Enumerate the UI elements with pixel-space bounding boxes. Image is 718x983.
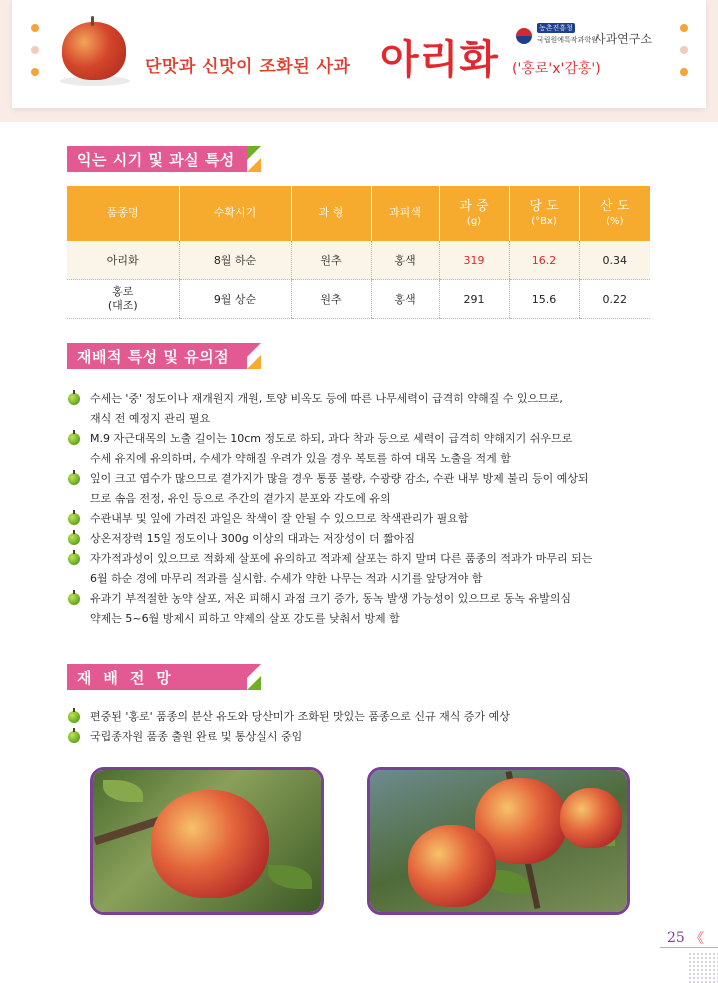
- decor-dot: [31, 46, 39, 54]
- list-item: 잎이 크고 엽수가 많으므로 곁가지가 많을 경우 통풍 불량, 수광량 감소, 수관 내부 방제 불리 등이 예상되 므로 솎음 전정, 유인 등으로 주간의 곁가지 분포와 각도에 유의: [68, 469, 665, 509]
- cell-skin-color: 홍색: [371, 280, 439, 319]
- list-item: 자가적과성이 있으므로 적화제 살포에 유의하고 적과제 살포는 하지 말며 다른 품종의 적과가 마무리 되는 6월 하순 경에 마무리 적과를 실시함. 수세가 약한 나무는 적과 시기를 앞당겨야 함: [68, 549, 665, 589]
- green-apple-bullet-icon: [68, 393, 80, 405]
- government-emblem-icon: [516, 28, 532, 44]
- list-item: 편중된 '홍로' 품종의 분산 유도와 당산미가 조화된 맛있는 품종으로 신규 재식 증가 예상: [68, 707, 665, 727]
- list-item: 상온저장력 15일 정도이나 300g 이상의 대과는 저장성이 더 짧아짐: [68, 529, 665, 549]
- decor-dot: [680, 68, 688, 76]
- table-header-row: [67, 186, 650, 241]
- cell-weight: 319: [439, 241, 509, 280]
- cell-sugar: 15.6: [509, 280, 579, 319]
- decor-dot: [31, 24, 39, 32]
- section-title-characteristics: [67, 146, 263, 172]
- cell-acidity: 0.34: [579, 241, 650, 280]
- cell-shape: 원추: [291, 280, 371, 319]
- green-apple-bullet-icon: [68, 711, 80, 723]
- list-item: 수세는 '중' 정도이나 재개원지 개원, 토양 비옥도 등에 따른 나무세력이 급격히 약해질 수 있으므로, 재식 전 예정지 관리 필요: [68, 389, 665, 429]
- list-item: 국립종자원 품종 출원 완료 및 통상실시 중임: [68, 727, 665, 747]
- cell-weight: 291: [439, 280, 509, 319]
- fruit-characteristics-table: [67, 186, 650, 319]
- cell-sugar: 16.2: [509, 241, 579, 280]
- col-header-variety: 품종명: [67, 186, 179, 241]
- outlook-list: [68, 707, 665, 747]
- institute-name: 사과연구소: [594, 32, 652, 46]
- table-row: [67, 280, 650, 319]
- page-number: 25: [667, 930, 685, 946]
- cell-variety: 아리화: [67, 241, 179, 280]
- green-apple-bullet-icon: [68, 433, 80, 445]
- green-apple-bullet-icon: [68, 473, 80, 485]
- decor-dot: [31, 68, 39, 76]
- cell-skin-color: 홍색: [371, 241, 439, 280]
- section-title-cultivation: [67, 343, 263, 369]
- cell-harvest: 9월 상순: [179, 280, 291, 319]
- table-row: [67, 241, 650, 280]
- col-header-harvest: 수확시기: [179, 186, 291, 241]
- col-header-acidity: 산 도 (%): [579, 186, 650, 241]
- section-title-outlook: [67, 664, 263, 690]
- green-apple-bullet-icon: [68, 513, 80, 525]
- col-header-shape: 과 형: [291, 186, 371, 241]
- cell-harvest: 8월 하순: [179, 241, 291, 280]
- col-header-weight: 과 중 (g): [439, 186, 509, 241]
- org-name-nihhs: 국립원예특작과학원: [537, 36, 598, 44]
- header-subtitle: 단맛과 신맛이 조화된 사과: [145, 57, 351, 77]
- apple-image: [62, 22, 126, 80]
- list-item: 수관내부 및 잎에 가려진 과일은 착색이 잘 안될 수 있으므로 착색관리가 필요함: [68, 509, 665, 529]
- cell-acidity: 0.22: [579, 280, 650, 319]
- cell-variety: 홍로 (대조): [67, 280, 179, 319]
- green-apple-bullet-icon: [68, 731, 80, 743]
- section-title-label: 재 배 전 망: [77, 669, 172, 687]
- page-divider: [660, 947, 718, 948]
- decor-dot: [680, 24, 688, 32]
- fruit-photo-right: [367, 767, 630, 915]
- variety-title: 아리화: [380, 37, 499, 83]
- org-name-rda: 농촌진흥청: [539, 24, 573, 32]
- col-header-skin-color: 과피색: [371, 186, 439, 241]
- decor-dot: [680, 46, 688, 54]
- green-apple-bullet-icon: [68, 533, 80, 545]
- cell-shape: 원추: [291, 241, 371, 280]
- list-item: 유과기 부적절한 농약 살포, 저온 피해시 과점 크기 증가, 동녹 발생 가능성이 있으므로 동녹 유발의심 약제는 5~6월 방제시 피하고 약제의 살포 강도를 낮춰서 방제 함: [68, 589, 665, 629]
- list-item: M.9 자근대목의 노출 길이는 10cm 정도로 하되, 과다 착과 등으로 세력이 급격히 약해지기 쉬우므로 수세 유지에 유의하며, 수세가 약해질 우려가 있을 경우 복토를 하여 대목 노출을 적게 함: [68, 429, 665, 469]
- dot-pattern-decor: [688, 952, 718, 983]
- institute-logo: [516, 24, 656, 48]
- cultivation-notes-list: [68, 389, 665, 629]
- green-apple-bullet-icon: [68, 593, 80, 605]
- fruit-photo-left: [90, 767, 324, 915]
- col-header-sugar: 당 도 (°Bx): [509, 186, 579, 241]
- variety-cross: ('홍로'x'감홍'): [512, 61, 601, 77]
- green-apple-bullet-icon: [68, 553, 80, 565]
- section-title-label: 재배적 특성 및 유의점: [77, 348, 230, 366]
- section-title-label: 익는 시기 및 과실 특성: [77, 151, 235, 169]
- chevron-left-icon: 《: [690, 931, 704, 947]
